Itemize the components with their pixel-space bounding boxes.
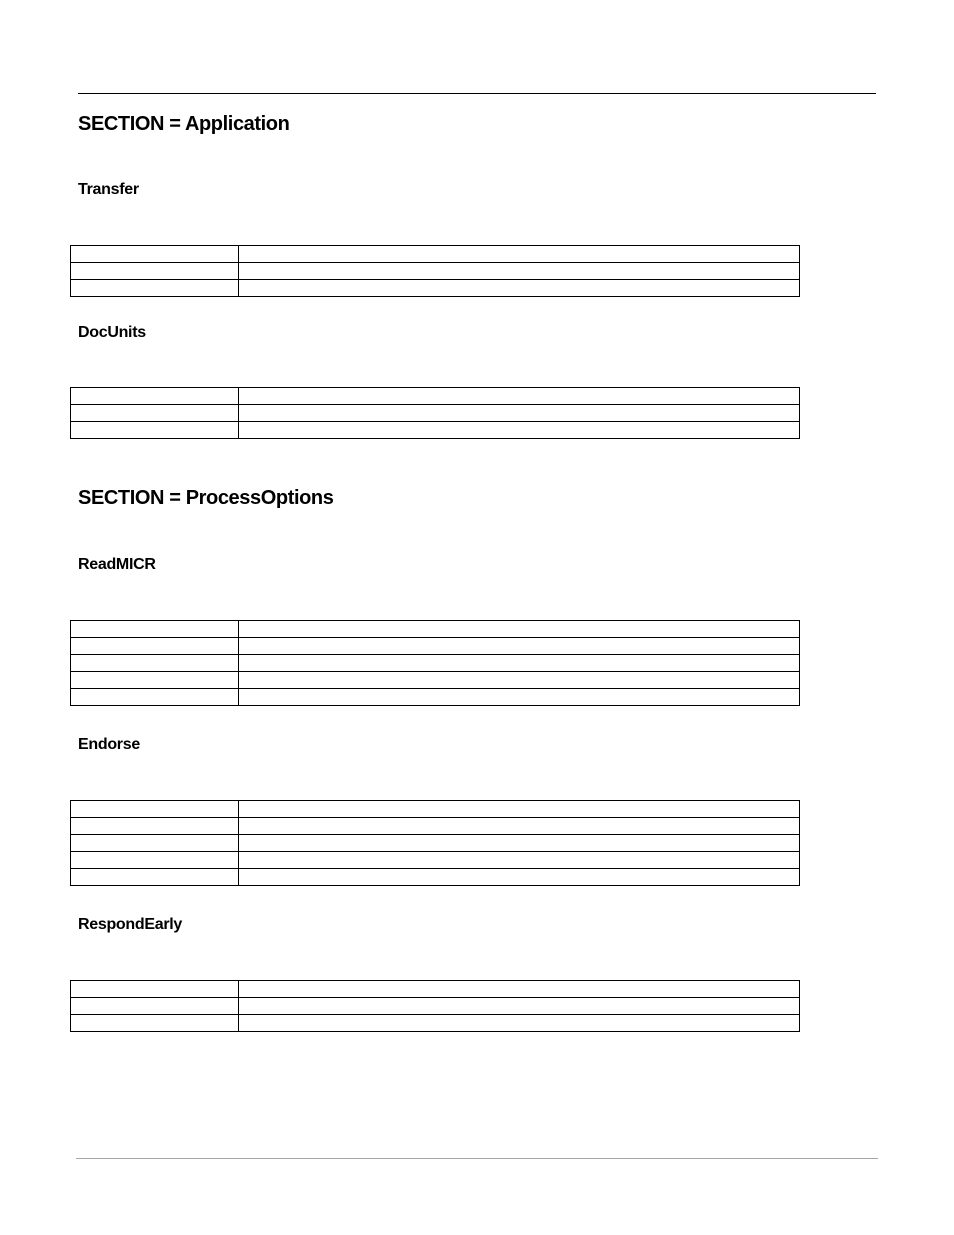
table-row: [71, 388, 800, 405]
parameter-table-respondearly: [70, 980, 800, 1032]
table-cell: [239, 981, 800, 998]
table-row: [71, 422, 800, 439]
table-row: [71, 263, 800, 280]
table-row: [71, 246, 800, 263]
table-cell: [71, 689, 239, 706]
table-row: [71, 801, 800, 818]
parameter-table-readmicr: [70, 620, 800, 706]
parameter-table-docunits: [70, 387, 800, 439]
table-cell: [71, 422, 239, 439]
table-row: [71, 1015, 800, 1032]
table-cell: [239, 801, 800, 818]
table-cell: [239, 852, 800, 869]
table-row: [71, 818, 800, 835]
subsection-title-docunits: DocUnits: [78, 324, 146, 341]
table-row: [71, 621, 800, 638]
table-cell: [71, 263, 239, 280]
subsection-title-endorse: Endorse: [78, 736, 140, 753]
table-cell: [239, 263, 800, 280]
footer-rule: [76, 1158, 878, 1159]
table-cell: [71, 655, 239, 672]
table-cell: [239, 621, 800, 638]
table-row: [71, 672, 800, 689]
table-cell: [71, 998, 239, 1015]
table-cell: [239, 405, 800, 422]
parameter-table-transfer: [70, 245, 800, 297]
header-rule: [78, 93, 876, 94]
table-row: [71, 638, 800, 655]
subsection-title-readmicr: ReadMICR: [78, 556, 156, 573]
table-cell: [71, 672, 239, 689]
subsection-title-transfer: Transfer: [78, 181, 139, 198]
table-cell: [239, 835, 800, 852]
table-cell: [239, 422, 800, 439]
table-cell: [239, 280, 800, 297]
table-cell: [239, 638, 800, 655]
table-cell: [239, 246, 800, 263]
table-cell: [71, 852, 239, 869]
table-cell: [71, 869, 239, 886]
table-row: [71, 689, 800, 706]
parameter-table-endorse: [70, 800, 800, 886]
table-cell: [71, 835, 239, 852]
table-cell: [71, 405, 239, 422]
table-cell: [239, 818, 800, 835]
table-cell: [239, 672, 800, 689]
table-row: [71, 655, 800, 672]
table-cell: [239, 869, 800, 886]
table-row: [71, 852, 800, 869]
table-cell: [239, 1015, 800, 1032]
table-row: [71, 835, 800, 852]
table-cell: [71, 981, 239, 998]
table-row: [71, 280, 800, 297]
table-cell: [71, 246, 239, 263]
table-row: [71, 981, 800, 998]
table-cell: [71, 621, 239, 638]
section-heading-application: SECTION = Application: [78, 113, 290, 135]
table-cell: [71, 818, 239, 835]
table-row: [71, 405, 800, 422]
table-row: [71, 869, 800, 886]
table-row: [71, 998, 800, 1015]
table-cell: [239, 388, 800, 405]
table-cell: [239, 655, 800, 672]
table-cell: [239, 689, 800, 706]
table-cell: [239, 998, 800, 1015]
table-cell: [71, 280, 239, 297]
table-cell: [71, 388, 239, 405]
table-cell: [71, 638, 239, 655]
table-cell: [71, 1015, 239, 1032]
section-heading-processoptions: SECTION = ProcessOptions: [78, 487, 334, 509]
subsection-title-respondearly: RespondEarly: [78, 916, 182, 933]
table-cell: [71, 801, 239, 818]
